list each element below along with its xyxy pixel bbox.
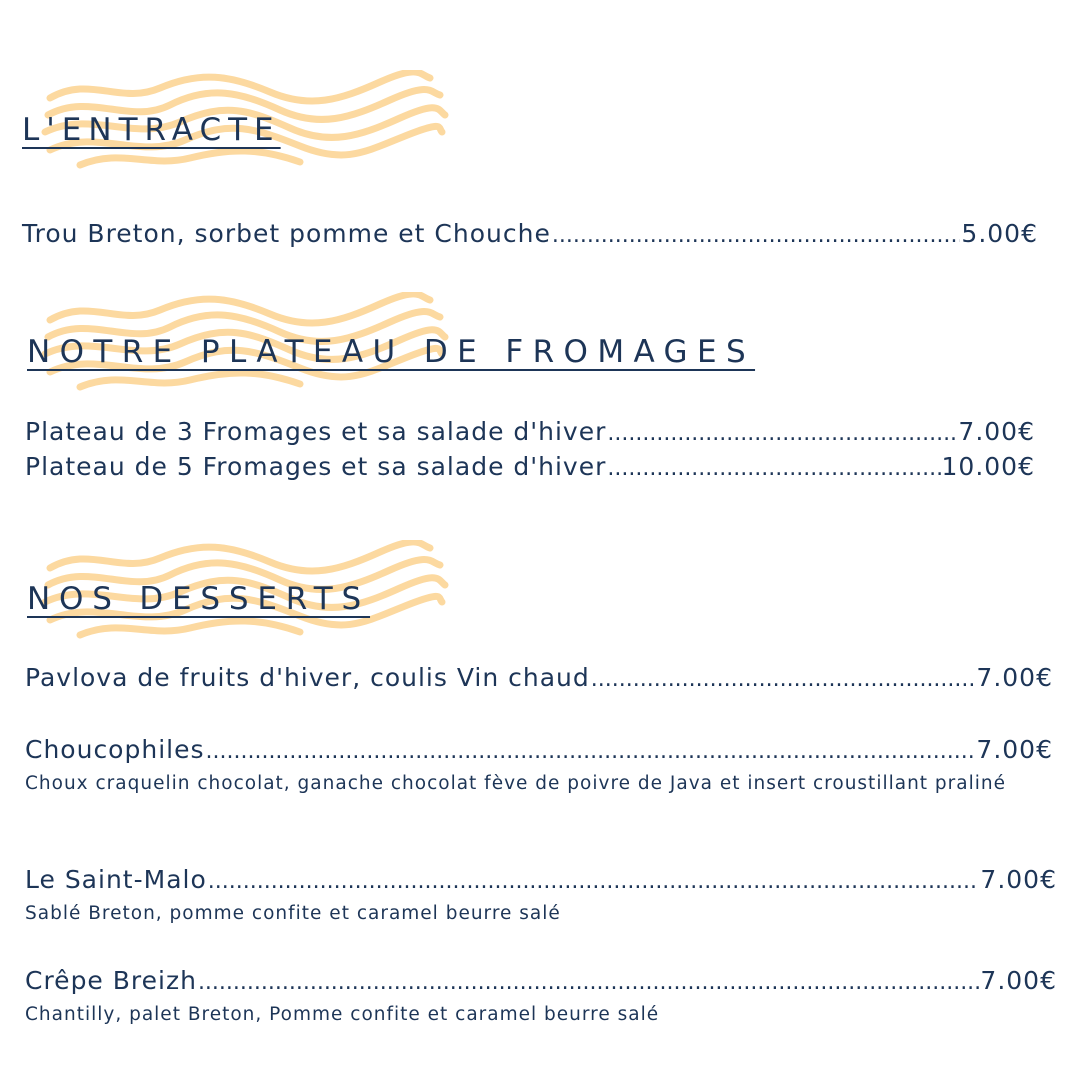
item-price: 7.00€ — [980, 865, 1057, 894]
menu-item — [25, 865, 1057, 894]
item-name: Crêpe Breizh — [25, 966, 197, 995]
menu-item — [25, 966, 1057, 995]
item-description: Sablé Breton, pomme confite et caramel beurre salé — [25, 903, 561, 924]
leader-dots — [607, 456, 940, 481]
section-heading-entracte: L'ENTRACTE — [22, 112, 281, 148]
leader-dots — [607, 421, 957, 446]
leader-dots — [591, 667, 976, 692]
item-description: Choux craquelin chocolat, ganache chocolat fève de poivre de Java et insert croustillant praliné — [25, 773, 1007, 794]
menu-item — [22, 219, 1038, 248]
leader-dots — [552, 223, 961, 248]
item-price: 5.00€ — [961, 219, 1038, 248]
item-price: 7.00€ — [976, 735, 1053, 764]
section-heading-fromages: NOTRE PLATEAU DE FROMAGES — [27, 334, 756, 370]
item-name: Le Saint-Malo — [25, 865, 207, 894]
leader-dots — [198, 970, 979, 995]
item-name: Plateau de 5 Fromages et sa salade d'hiver — [25, 452, 607, 481]
item-name: Pavlova de fruits d'hiver, coulis Vin chaud — [25, 663, 590, 692]
leader-dots — [208, 869, 980, 894]
menu-item — [25, 417, 1035, 446]
menu-item — [25, 452, 1035, 481]
item-description: Chantilly, palet Breton, Pomme confite et caramel beurre salé — [25, 1004, 660, 1025]
item-price: 7.00€ — [976, 663, 1053, 692]
leader-dots — [206, 739, 976, 764]
menu-item — [25, 735, 1053, 764]
item-price: 10.00€ — [941, 452, 1035, 481]
item-name: Choucophiles — [25, 735, 205, 764]
item-price: 7.00€ — [958, 417, 1035, 446]
item-name: Plateau de 3 Fromages et sa salade d'hiver — [25, 417, 607, 446]
item-price: 7.00€ — [980, 966, 1057, 995]
menu-item — [25, 663, 1053, 692]
section-heading-desserts: NOS DESSERTS — [27, 581, 371, 617]
item-name: Trou Breton, sorbet pomme et Chouche — [22, 219, 551, 248]
